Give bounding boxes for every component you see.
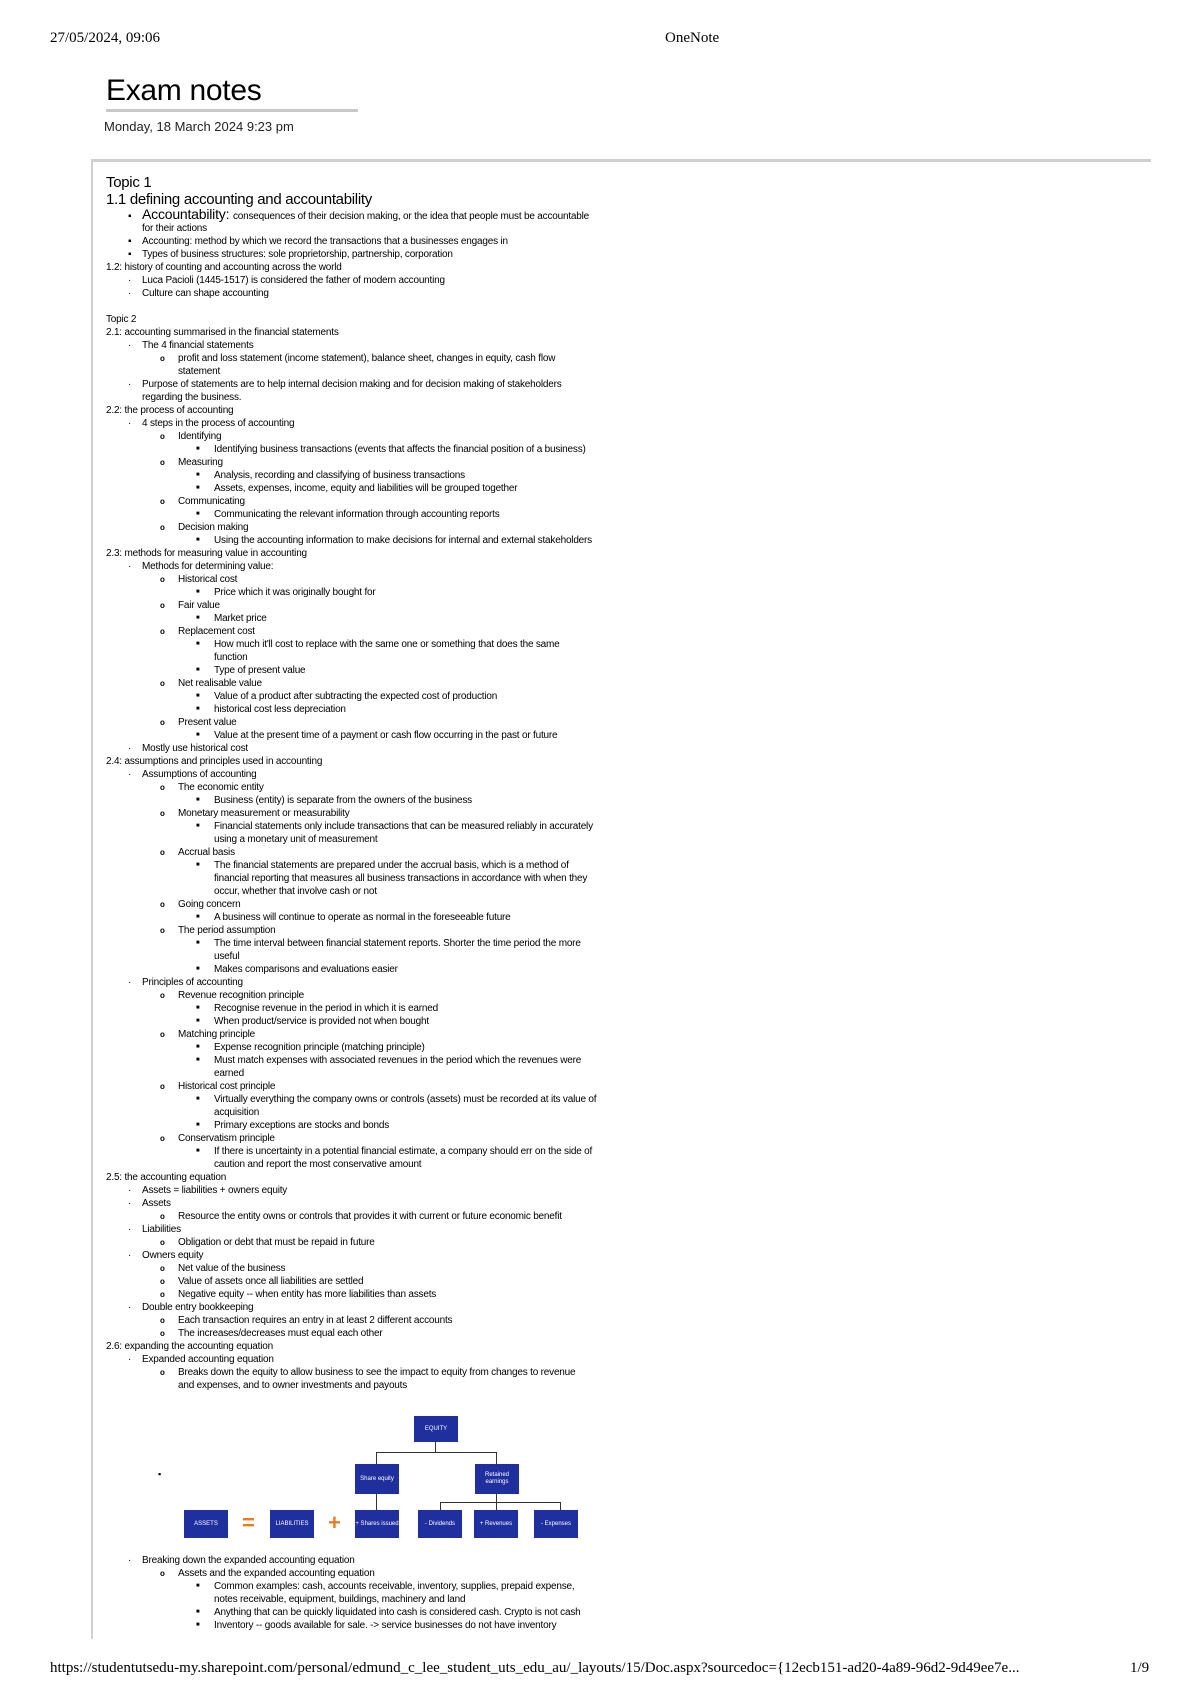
outline-line: Assets <box>142 1198 171 1209</box>
note-container-border-left <box>91 159 93 1639</box>
list-bullet: o <box>160 601 165 610</box>
list-bullet: ■ <box>196 1609 200 1615</box>
list-bullet: ■ <box>196 1148 200 1154</box>
list-bullet: ▪ <box>128 236 132 247</box>
connector <box>560 1502 561 1510</box>
list-bullet: o <box>160 1212 165 1221</box>
outline-line: Type of present value <box>214 665 306 676</box>
outline-line: and expenses, and to owner investments and payouts <box>178 1380 408 1391</box>
list-bullet: o <box>160 679 165 688</box>
outline-line: using a monetary unit of measurement <box>214 834 378 845</box>
outline-line: Methods for determining value: <box>142 561 274 572</box>
outline-line: Net realisable value <box>178 678 262 689</box>
outline-line: Identifying <box>178 431 222 442</box>
list-bullet: · <box>128 977 132 988</box>
assets-box: ASSETS <box>184 1510 228 1538</box>
list-bullet: ■ <box>196 1057 200 1063</box>
list-bullet: · <box>128 418 132 429</box>
outline-line: Historical cost <box>178 574 238 585</box>
outline-line: Primary exceptions are stocks and bonds <box>214 1120 390 1131</box>
outline-line: When product/service is provided not when bought <box>214 1016 429 1027</box>
list-bullet: ■ <box>196 641 200 647</box>
list-bullet: ▪ <box>128 249 132 260</box>
outline-line: Recognise revenue in the period in which it is earned <box>214 1003 438 1014</box>
list-bullet: o <box>160 1316 165 1325</box>
list-bullet: o <box>160 1329 165 1338</box>
outline-line: Decision making <box>178 522 249 533</box>
list-bullet: o <box>160 1277 165 1286</box>
outline-line: Historical cost principle <box>178 1081 276 1092</box>
outline-line: regarding the business. <box>142 392 242 403</box>
list-bullet: ■ <box>196 1005 200 1011</box>
list-bullet: o <box>160 575 165 584</box>
list-bullet: o <box>160 458 165 467</box>
connector <box>496 1494 497 1502</box>
outline-line: Expense recognition principle (matching principle) <box>214 1042 425 1053</box>
list-bullet: o <box>160 523 165 532</box>
outline-line: Inventory -- goods available for sale. -> service businesses do not have inventory <box>214 1620 557 1631</box>
list-bullet: o <box>160 1030 165 1039</box>
expenses-box: - Expenses <box>534 1510 578 1538</box>
outline-line: Topic 1 <box>106 174 152 191</box>
list-bullet: ■ <box>196 732 200 738</box>
list-bullet: · <box>128 561 132 572</box>
term-heading: Accountability: <box>142 206 233 222</box>
list-bullet: o <box>160 718 165 727</box>
outline-line: 4 steps in the process of accounting <box>142 418 295 429</box>
list-bullet: o <box>160 900 165 909</box>
list-bullet: · <box>128 1224 132 1235</box>
outline-line: Conservatism principle <box>178 1133 275 1144</box>
outline-line: Accrual basis <box>178 847 235 858</box>
list-bullet: · <box>128 1185 132 1196</box>
connector <box>496 1452 497 1464</box>
list-bullet: o <box>160 783 165 792</box>
revenues-box: + Revenues <box>474 1510 518 1538</box>
outline-line: Value of assets once all liabilities are settled <box>178 1276 364 1287</box>
list-bullet: o <box>160 354 165 363</box>
outline-line: Breaks down the equity to allow business to see the impact to equity from changes to revenue <box>178 1367 576 1378</box>
list-bullet: ■ <box>196 693 200 699</box>
outline-line: 2.2: the process of accounting <box>106 405 234 416</box>
list-bullet: · <box>128 743 132 754</box>
list-bullet: ■ <box>196 1018 200 1024</box>
dividends-box: - Dividends <box>418 1510 462 1538</box>
list-bullet: ■ <box>196 797 200 803</box>
equity-box: EQUITY <box>414 1416 458 1442</box>
outline-line: Revenue recognition principle <box>178 990 304 1001</box>
outline-line: 2.3: methods for measuring value in accounting <box>106 548 307 559</box>
list-bullet: · <box>128 379 132 390</box>
outline-line: Obligation or debt that must be repaid in future <box>178 1237 375 1248</box>
list-bullet: ■ <box>196 589 200 595</box>
print-datetime: 27/05/2024, 09:06 <box>50 30 161 46</box>
outline-line: occur, whether that involve cash or not <box>214 886 377 897</box>
list-bullet: o <box>160 1264 165 1273</box>
outline-line: Value at the present time of a payment or cash flow occurring in the past or future <box>214 730 558 741</box>
share-equity-box: Share equity <box>355 1464 399 1494</box>
outline-line: Purpose of statements are to help internal decision making and for decision making of stakeholders <box>142 379 562 390</box>
outline-line: How much it'll cost to replace with the same one or something that does the same <box>214 639 560 650</box>
outline-line: If there is uncertainty in a potential financial estimate, a company should err on the side of <box>214 1146 593 1157</box>
outline-line: Liabilities <box>142 1224 181 1235</box>
outline-line: Makes comparisons and evaluations easier <box>214 964 398 975</box>
list-bullet: o <box>160 497 165 506</box>
list-bullet: ■ <box>196 446 200 452</box>
outline-line <box>142 208 589 223</box>
outline-line: A business will continue to operate as normal in the foreseeable future <box>214 912 511 923</box>
list-bullet: ■ <box>196 940 200 946</box>
list-bullet: o <box>160 1082 165 1091</box>
outline-line: Business (entity) is separate from the owners of the business <box>214 795 472 806</box>
list-bullet: · <box>128 1250 132 1261</box>
outline-line: Luca Pacioli (1445-1517) is considered the father of modern accounting <box>142 275 445 286</box>
outline-line: The time interval between financial statement reports. Shorter the time period the more <box>214 938 581 949</box>
page-title: Exam notes <box>106 74 262 107</box>
outline-line: Net value of the business <box>178 1263 286 1274</box>
list-bullet: ■ <box>196 1096 200 1102</box>
shares-issued-box: + Shares issued <box>355 1510 399 1538</box>
outline-line: Topic 2 <box>106 314 137 325</box>
outline-line: Virtually everything the company owns or controls (assets) must be recorded at its value of <box>214 1094 597 1105</box>
outline-line: statement <box>178 366 221 377</box>
retained-earnings-box: Retained earnings <box>475 1464 519 1494</box>
list-bullet: o <box>160 432 165 441</box>
print-app-name: OneNote <box>665 30 720 46</box>
list-bullet: ■ <box>196 914 200 920</box>
outline-line: The increases/decreases must equal each other <box>178 1328 383 1339</box>
connector <box>440 1502 441 1510</box>
list-bullet: ■ <box>196 485 200 491</box>
connector <box>440 1502 560 1503</box>
liabilities-box: LIABILITIES <box>270 1510 314 1538</box>
list-bullet: · <box>128 340 132 351</box>
outline-line: Using the accounting information to make decisions for internal and external stakeholders <box>214 535 592 546</box>
title-underline <box>106 109 358 112</box>
outline-line: notes receivable, equipment, buildings, machinery and land <box>214 1594 466 1605</box>
connector <box>376 1452 377 1464</box>
outline-line: financial reporting that measures all business transactions in accordance with when they <box>214 873 588 884</box>
outline-line: Double entry bookkeeping <box>142 1302 254 1313</box>
outline-line: Breaking down the expanded accounting equation <box>142 1555 355 1566</box>
list-bullet: · <box>128 275 132 286</box>
list-bullet: ■ <box>196 1583 200 1589</box>
outline-line: Value of a product after subtracting the expected cost of production <box>214 691 498 702</box>
equals-sign: = <box>242 1510 255 1535</box>
outline-line: Communicating the relevant information through accounting reports <box>214 509 500 520</box>
outline-line: useful <box>214 951 240 962</box>
outline-line: Negative equity -- when entity has more liabilities than assets <box>178 1289 437 1300</box>
list-bullet: ■ <box>196 823 200 829</box>
outline-line: 1.1 defining accounting and accountability <box>106 191 372 208</box>
list-bullet: o <box>160 1238 165 1247</box>
outline-line: Monetary measurement or measurability <box>178 808 350 819</box>
outline-line: 2.1: accounting summarised in the financial statements <box>106 327 339 338</box>
list-bullet: · <box>128 1354 132 1365</box>
list-bullet: · <box>128 769 132 780</box>
list-bullet: o <box>160 991 165 1000</box>
outline-line: acquisition <box>214 1107 260 1118</box>
outline-line: Expanded accounting equation <box>142 1354 274 1365</box>
outline-line: The 4 financial statements <box>142 340 254 351</box>
outline-line: Culture can shape accounting <box>142 288 269 299</box>
list-bullet: ■ <box>196 472 200 478</box>
list-bullet: o <box>160 926 165 935</box>
outline-line: Principles of accounting <box>142 977 243 988</box>
list-bullet: o <box>160 1368 165 1377</box>
list-bullet: ■ <box>196 537 200 543</box>
list-bullet: ■ <box>196 615 200 621</box>
list-bullet: ■ <box>196 1122 200 1128</box>
outline-line: Assets = liabilities + owners equity <box>142 1185 288 1196</box>
outline-line: Identifying business transactions (events that affects the financial position of a business) <box>214 444 586 455</box>
outline-line: Accounting: method by which we record the transactions that a businesses engages in <box>142 236 508 247</box>
list-bullet: o <box>160 1569 165 1578</box>
list-bullet: ■ <box>196 1044 200 1050</box>
list-bullet: o <box>160 627 165 636</box>
list-bullet: o <box>160 848 165 857</box>
note-container-border-top <box>91 159 1151 162</box>
outline-line: Owners equity <box>142 1250 204 1261</box>
outline-line: Mostly use historical cost <box>142 743 248 754</box>
plus-sign: + <box>328 1510 341 1535</box>
list-bullet: o <box>160 1134 165 1143</box>
outline-line: Anything that can be quickly liquidated into cash is considered cash. Crypto is not cash <box>214 1607 581 1618</box>
print-page-number: 1/9 <box>1130 1660 1150 1676</box>
outline-line: 2.5: the accounting equation <box>106 1172 227 1183</box>
expanded-accounting-equation-diagram <box>150 1416 590 1546</box>
outline-line: for their actions <box>142 223 207 234</box>
outline-line: caution and report the most conservative amount <box>214 1159 422 1170</box>
outline-line: earned <box>214 1068 244 1079</box>
outline-line: Communicating <box>178 496 245 507</box>
connector <box>376 1452 496 1453</box>
list-bullet: o <box>160 1290 165 1299</box>
outline-line: Common examples: cash, accounts receivable, inventory, supplies, prepaid expense, <box>214 1581 575 1592</box>
print-url: https://studentutsedu-my.sharepoint.com/personal/edmund_c_lee_student_uts_edu_au/_layouts/15/Doc.aspx?sourcedoc={12ecb151-ad20-4a89-96d2-9d49ee7e... <box>50 1660 1020 1676</box>
outline-line: profit and loss statement (income statement), balance sheet, changes in equity, cash flow <box>178 353 556 364</box>
outline-line: 2.6: expanding the accounting equation <box>106 1341 273 1352</box>
outline-line: The financial statements are prepared under the accrual basis, which is a method of <box>214 860 569 871</box>
outline-line: Resource the entity owns or controls that provides it with current or future economic benefit <box>178 1211 562 1222</box>
list-bullet: · <box>128 1555 132 1566</box>
outline-line: Analysis, recording and classifying of business transactions <box>214 470 465 481</box>
list-bullet: ▪ <box>128 211 132 222</box>
outline-line: 2.4: assumptions and principles used in accounting <box>106 756 323 767</box>
list-bullet: · <box>128 1198 132 1209</box>
outline-line: Financial statements only include transactions that can be measured reliably in accurately <box>214 821 593 832</box>
list-bullet: ■ <box>196 862 200 868</box>
outline-line: Market price <box>214 613 267 624</box>
connector <box>496 1502 497 1510</box>
outline-line: Present value <box>178 717 237 728</box>
outline-line: Must match expenses with associated revenues in the period which the revenues were <box>214 1055 582 1066</box>
outline-line: Assets and the expanded accounting equation <box>178 1568 375 1579</box>
outline-line: Assumptions of accounting <box>142 769 257 780</box>
outline-line: Types of business structures: sole proprietorship, partnership, corporation <box>142 249 453 260</box>
list-bullet: ■ <box>196 667 200 673</box>
connector <box>376 1494 377 1510</box>
outline-line: Each transaction requires an entry in at least 2 different accounts <box>178 1315 453 1326</box>
list-bullet: ■ <box>196 966 200 972</box>
outline-line: Price which it was originally bought for <box>214 587 376 598</box>
outline-line: Going concern <box>178 899 241 910</box>
outline-line: Assets, expenses, income, equity and liabilities will be grouped together <box>214 483 518 494</box>
outline-line: historical cost less depreciation <box>214 704 346 715</box>
outline-line: The period assumption <box>178 925 276 936</box>
outline-line: Measuring <box>178 457 223 468</box>
page-created-date: Monday, 18 March 2024 9:23 pm <box>104 119 294 134</box>
connector <box>435 1442 436 1452</box>
list-bullet: ■ <box>196 1622 200 1628</box>
outline-line: Replacement cost <box>178 626 255 637</box>
outline-line: Matching principle <box>178 1029 255 1040</box>
list-bullet: ▪ <box>158 1469 162 1479</box>
term-definition: consequences of their decision making, or the idea that people must be accountable <box>232 211 590 222</box>
list-bullet: · <box>128 1302 132 1313</box>
outline-line: function <box>214 652 248 663</box>
list-bullet: · <box>128 288 132 299</box>
outline-line: The economic entity <box>178 782 264 793</box>
list-bullet: o <box>160 809 165 818</box>
list-bullet: ■ <box>196 511 200 517</box>
list-bullet: ■ <box>196 706 200 712</box>
outline-line: 1.2: history of counting and accounting across the world <box>106 262 342 273</box>
outline-line: Fair value <box>178 600 220 611</box>
